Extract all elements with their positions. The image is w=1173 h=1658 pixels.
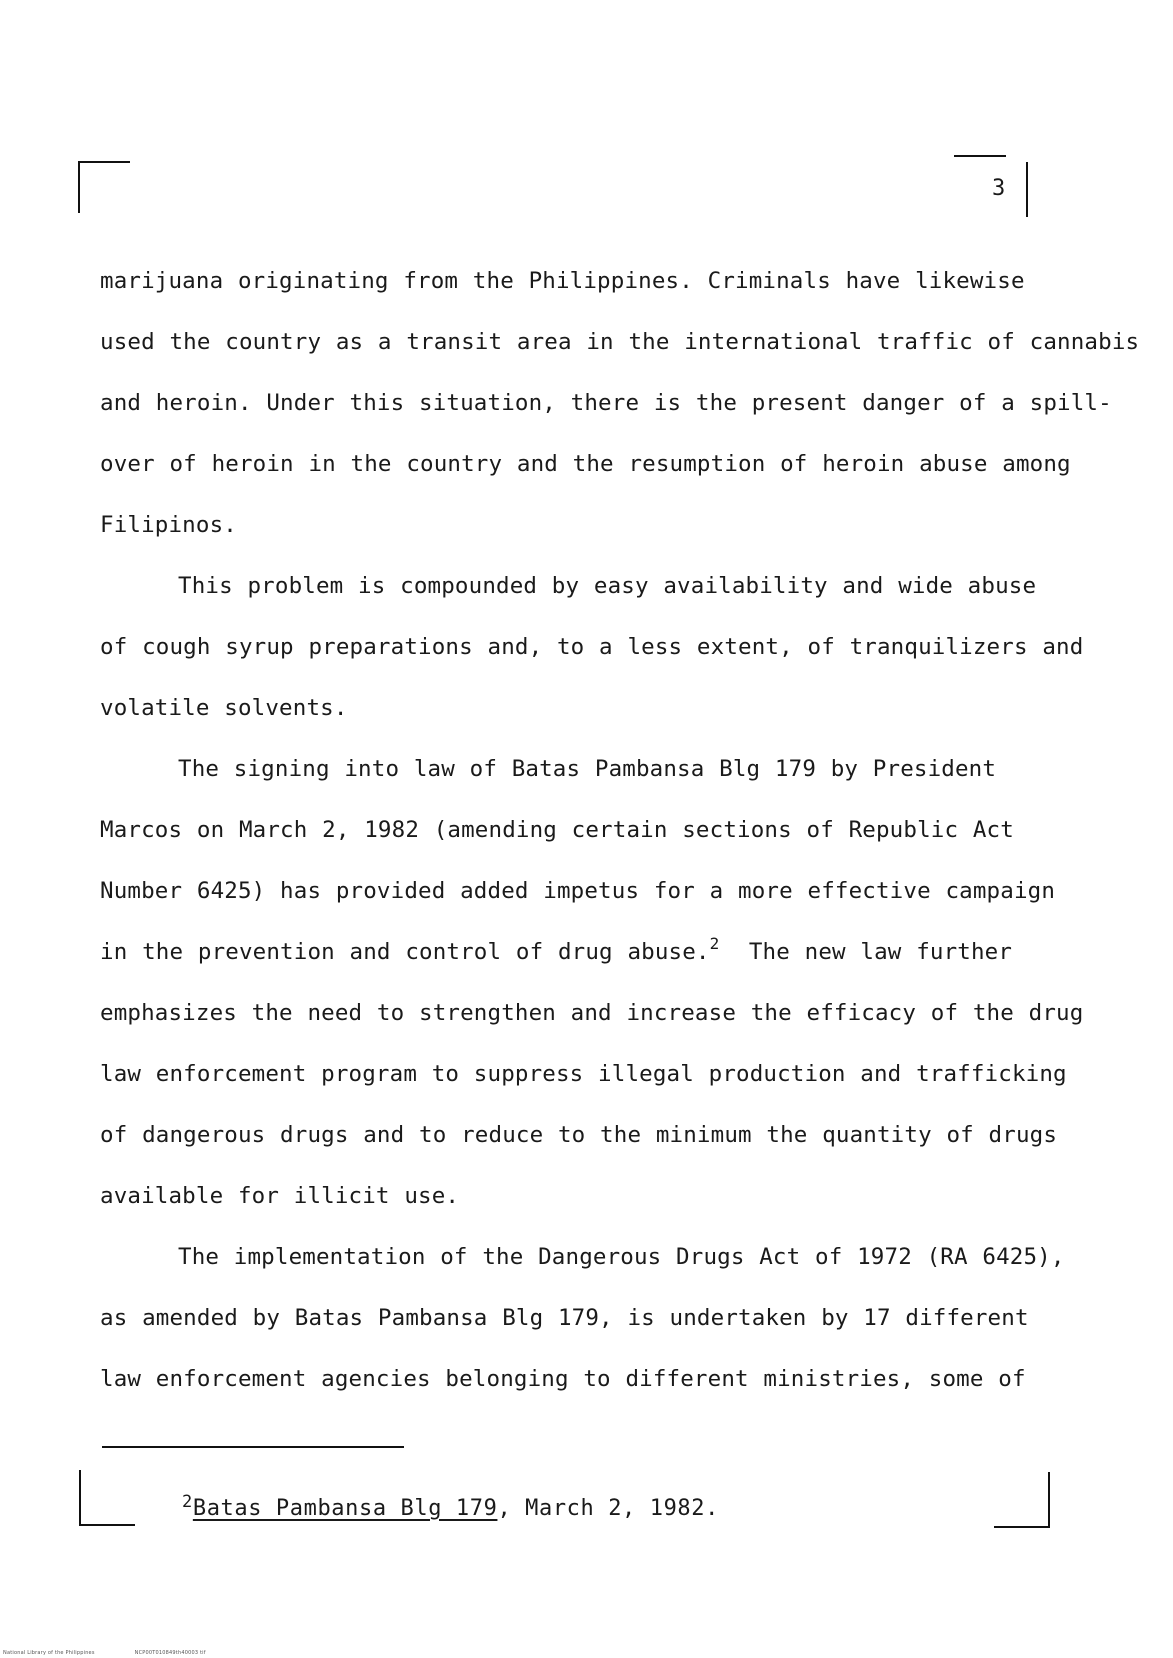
crop-mark-top-left-h xyxy=(78,161,130,163)
footnote-number: 2 xyxy=(182,1492,193,1512)
text-line: law enforcement agencies belonging to different ministries, some of xyxy=(100,1366,1026,1392)
footnote-title: Batas Pambansa Blg 179 xyxy=(192,1496,498,1521)
text-line: of cough syrup preparations and, to a less extent, of tranquilizers and xyxy=(100,634,1084,660)
text-line-with-footnote xyxy=(100,934,1013,965)
text-line: and heroin. Under this situation, there is the present danger of a spill- xyxy=(100,390,1112,416)
text-line: as amended by Batas Pambansa Blg 179, is undertaken by 17 different xyxy=(100,1305,1029,1331)
crop-mark-bottom-left-h xyxy=(79,1524,135,1526)
text-line: available for illicit use. xyxy=(100,1183,460,1209)
footnote-date: , March 2, 1982. xyxy=(497,1496,719,1521)
text-line: emphasizes the need to strengthen and increase the efficacy of the drug xyxy=(100,1000,1084,1026)
scan-caption-library: National Library of the Philippines xyxy=(3,1650,95,1656)
text-line: used the country as a transit area in the international traffic of cannabis xyxy=(100,329,1140,355)
text-line: Filipinos. xyxy=(100,512,237,538)
crop-mark-bottom-right-v xyxy=(1048,1472,1050,1528)
text-line: of dangerous drugs and to reduce to the minimum the quantity of drugs xyxy=(100,1122,1058,1148)
text-line: Marcos on March 2, 1982 (amending certain sections of Republic Act xyxy=(100,817,1014,843)
footnote-separator xyxy=(102,1446,404,1448)
text-segment: The new law further xyxy=(748,939,1013,965)
text-line: marijuana originating from the Philippines. Criminals have likewise xyxy=(100,268,1025,294)
text-line: The signing into law of Batas Pambansa Blg 179 by President xyxy=(178,756,997,782)
page-number: 3 xyxy=(992,176,1006,201)
crop-mark-top-left-v xyxy=(78,161,80,213)
text-line: volatile solvents. xyxy=(100,695,348,721)
text-line: This problem is compounded by easy availability and wide abuse xyxy=(178,573,1037,599)
crop-mark-bottom-left-v xyxy=(79,1470,81,1526)
crop-mark-top-right-v xyxy=(1026,162,1028,217)
footnote-reference: 2 xyxy=(709,934,720,953)
footnote xyxy=(182,1492,719,1521)
text-line: The implementation of the Dangerous Drugs Act of 1972 (RA 6425), xyxy=(178,1244,1065,1270)
text-line: Number 6425) has provided added impetus for a more effective campaign xyxy=(100,878,1056,904)
crop-mark-bottom-right-h xyxy=(994,1526,1050,1528)
text-line: over of heroin in the country and the resumption of heroin abuse among xyxy=(100,451,1071,477)
text-segment: in the prevention and control of drug abuse. xyxy=(100,939,710,965)
scan-caption-file: NCP00T010849th40003 tif xyxy=(134,1650,206,1656)
crop-mark-top-right-h xyxy=(954,155,1006,157)
text-line: law enforcement program to suppress illegal production and trafficking xyxy=(100,1061,1067,1087)
scan-caption xyxy=(3,1650,246,1656)
